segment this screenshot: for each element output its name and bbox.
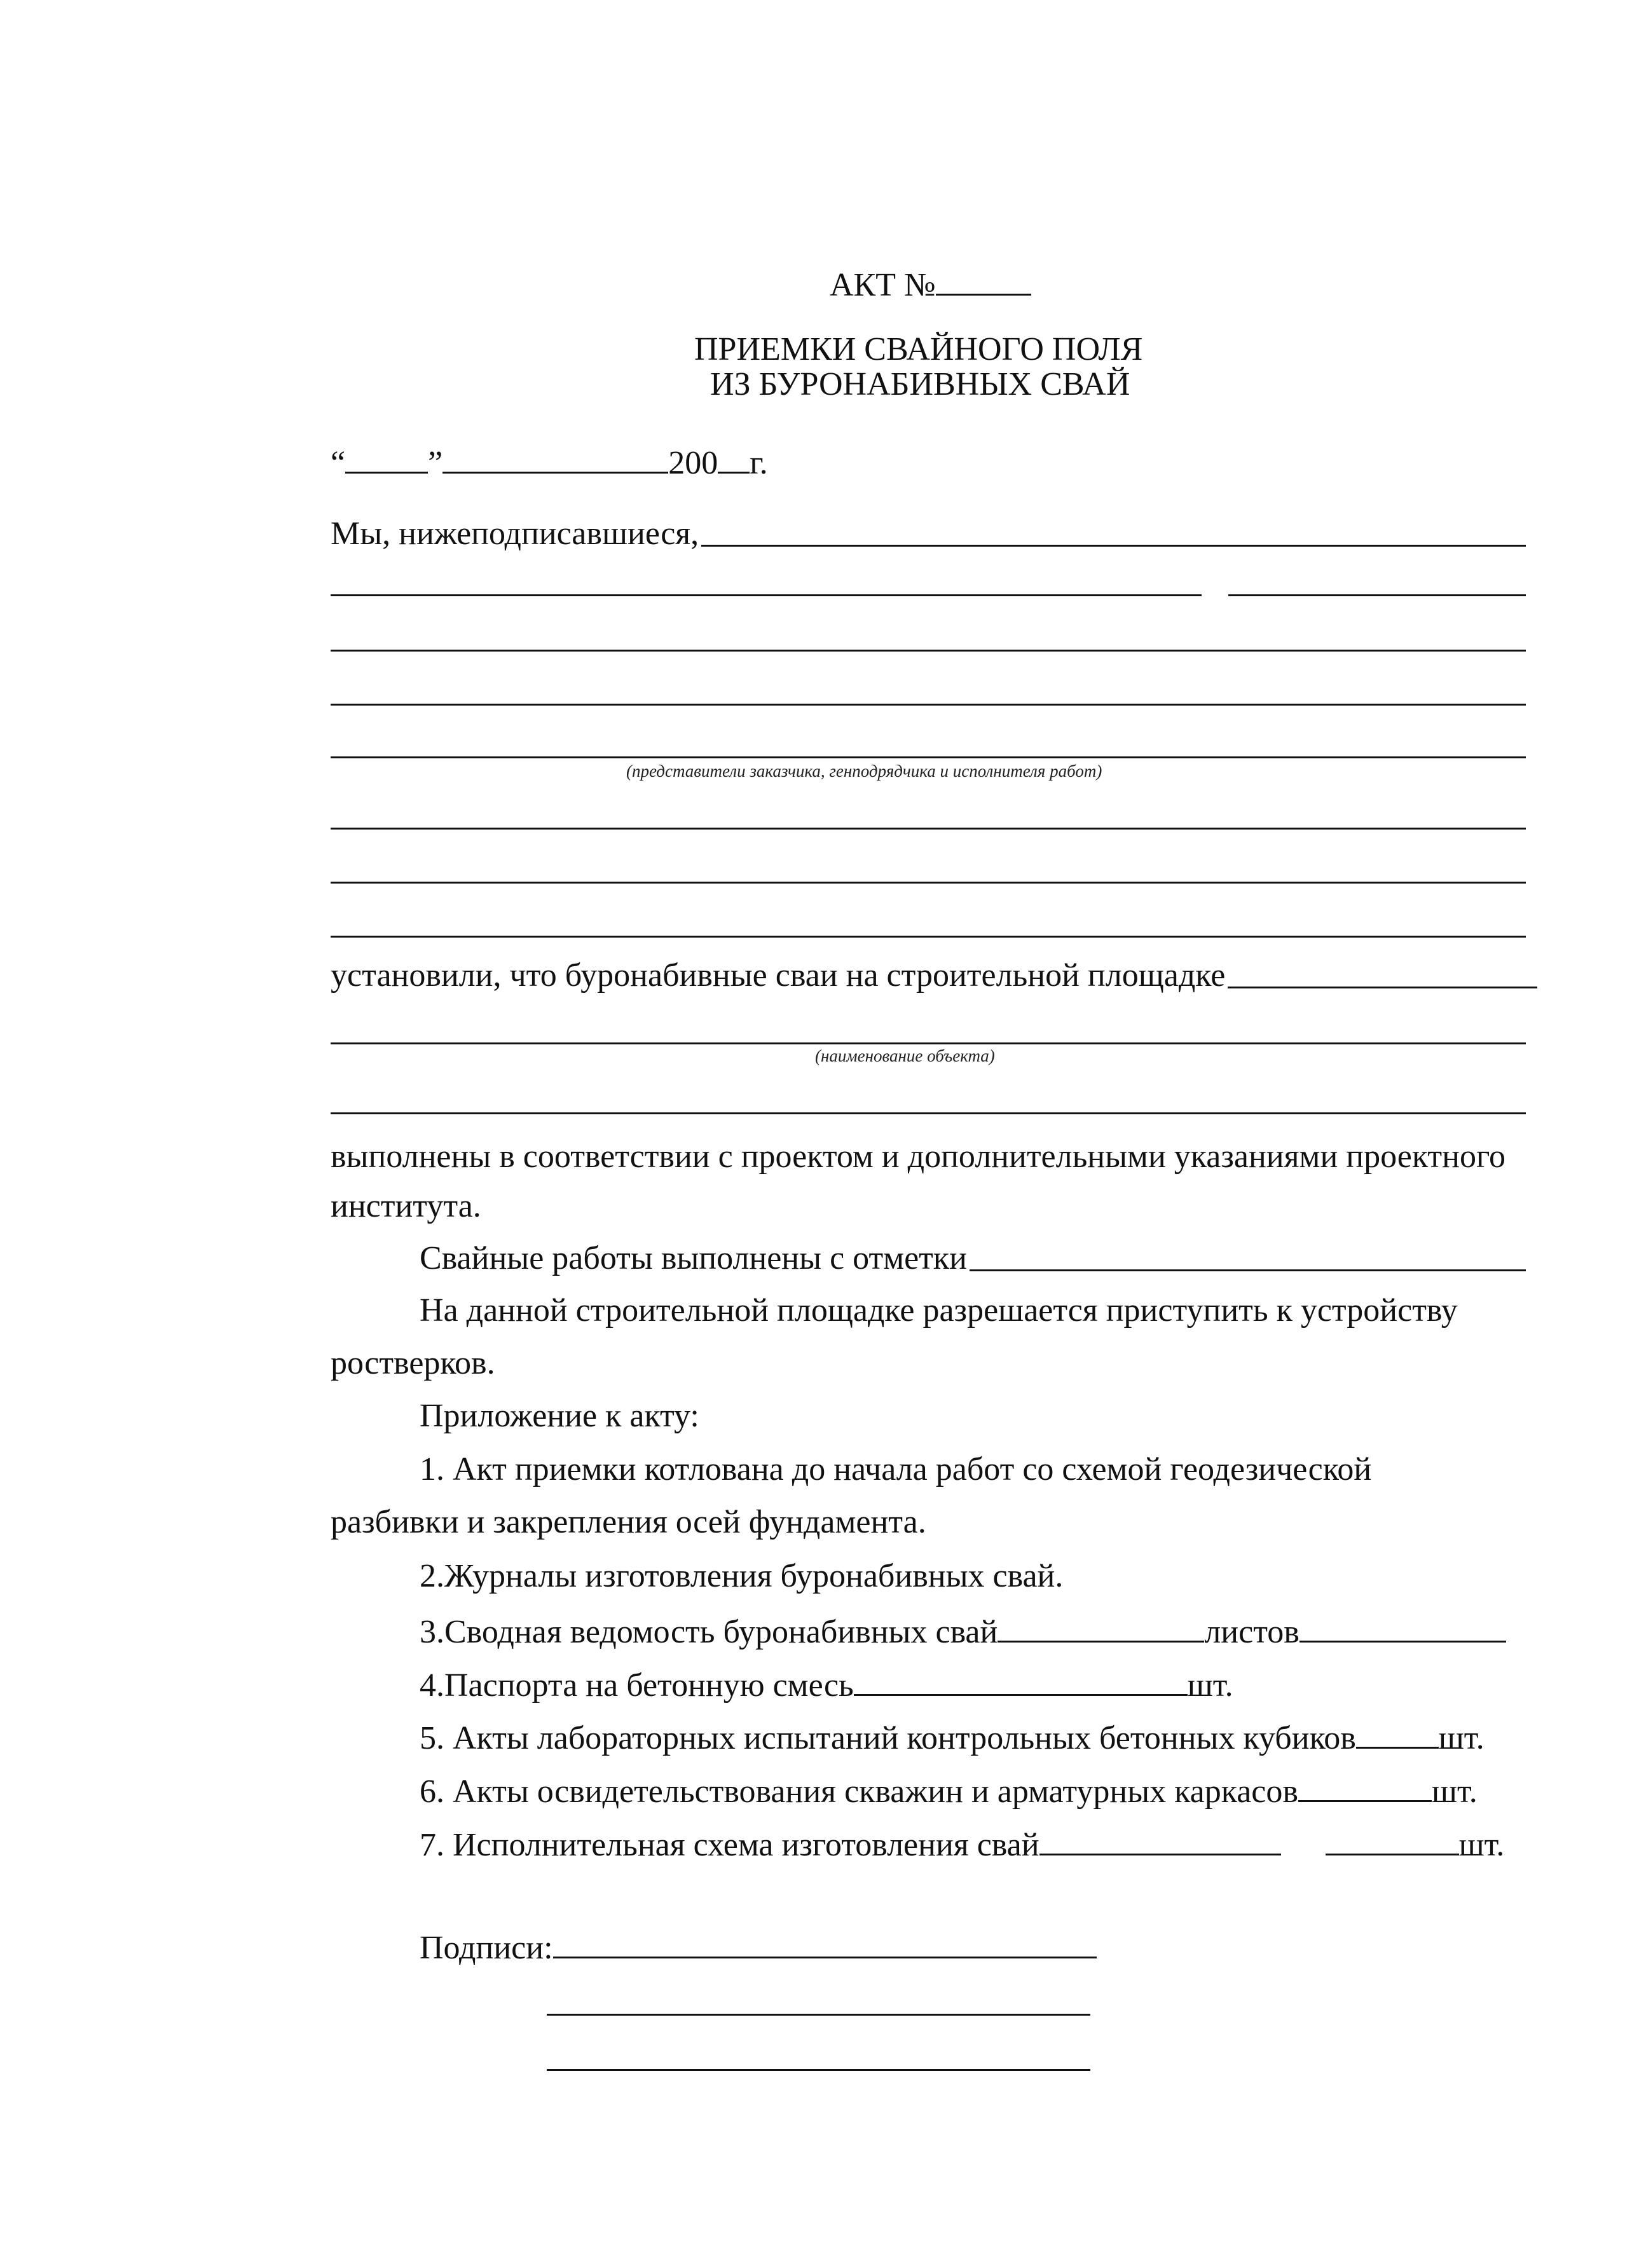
signed-line-3[interactable] <box>331 650 1526 652</box>
item-6-label: 6. Акты освидетельствования скважин и арматурных каркасов <box>420 1773 1298 1810</box>
signature-field-2[interactable] <box>547 2014 1090 2016</box>
appendix-item-5 <box>420 1716 1485 1758</box>
appendix-item-3 <box>420 1610 1506 1651</box>
item-7-unit: шт. <box>1458 1827 1505 1863</box>
item-6-count-field[interactable] <box>1298 1770 1432 1802</box>
title-line-2: ИЗ БУРОНАБИВНЫХ СВАЙ <box>710 366 1130 402</box>
appendix-item-1-line-1: 1. Акт приемки котлована до начала работ со схемой геодезической <box>420 1451 1372 1487</box>
representatives-caption: (представители заказчика, генподрядчика и исполнителя работ) <box>626 762 1102 781</box>
signed-line <box>331 515 1526 553</box>
date-open-quote: “ <box>331 445 346 481</box>
appendix-item-7 <box>420 1823 1504 1864</box>
date-year-prefix: 200 <box>668 445 718 481</box>
appendix-label: Приложение к акту: <box>420 1398 699 1434</box>
object-line-1[interactable] <box>331 1042 1526 1044</box>
item-7-count-field[interactable] <box>1326 1823 1459 1855</box>
item-3-sheets-field[interactable] <box>1299 1610 1506 1643</box>
signatures-label: Подписи: <box>420 1930 553 1966</box>
signed-line-8[interactable] <box>331 936 1526 938</box>
item-3-sheets-label: листов <box>1204 1614 1299 1650</box>
item-5-count-field[interactable] <box>1356 1716 1439 1749</box>
signature-field-1[interactable] <box>553 1926 1097 1958</box>
date-day-field[interactable] <box>345 441 428 474</box>
item-4-label: 4.Паспорта на бетонную смесь <box>420 1667 854 1704</box>
appendix-item-1-line-2: разбивки и закрепления осей фундамента. <box>331 1504 926 1540</box>
date-close-quote: ” <box>428 445 443 481</box>
date-line <box>331 441 768 482</box>
appendix-item-4 <box>420 1663 1233 1705</box>
item-4-unit: шт. <box>1187 1667 1233 1704</box>
signed-label: Мы, нижеподписавшиеся, <box>331 516 699 552</box>
signed-line-6[interactable] <box>331 828 1526 830</box>
signatures-line-1 <box>420 1926 1097 1967</box>
appendix-item-6 <box>420 1770 1478 1811</box>
signed-line-7[interactable] <box>331 882 1526 884</box>
item-6-unit: шт. <box>1431 1773 1478 1810</box>
established-label: установили, что буронабивные сваи на строительной площадке <box>331 957 1226 994</box>
act-number-label: АКТ № <box>830 267 936 303</box>
act-number <box>830 263 1031 304</box>
object-line-2[interactable] <box>331 1112 1526 1114</box>
permission-line-1: На данной строительной площадке разрешается приступить к устройству <box>420 1292 1458 1329</box>
signed-line-5[interactable] <box>331 756 1526 758</box>
signature-field-3[interactable] <box>547 2069 1090 2071</box>
object-caption: (наименование объекта) <box>815 1046 995 1065</box>
item-4-count-field[interactable] <box>854 1663 1188 1696</box>
signed-line-4[interactable] <box>331 704 1526 706</box>
item-3-label: 3.Сводная ведомость буронабивных свай <box>420 1614 998 1650</box>
established-line <box>331 957 1537 995</box>
item-7-scheme-field[interactable] <box>1039 1823 1281 1855</box>
appendix-item-2: 2.Журналы изготовления буронабивных свай. <box>420 1558 1064 1594</box>
conformity-line-2: института. <box>331 1188 481 1224</box>
item-5-label: 5. Акты лабораторных испытаний контрольных бетонных кубиков <box>420 1720 1356 1756</box>
item-5-unit: шт. <box>1438 1720 1485 1756</box>
signed-line-2a[interactable] <box>331 594 1202 596</box>
date-year-suffix: г. <box>750 445 768 481</box>
date-month-field[interactable] <box>442 441 668 474</box>
item-7-label: 7. Исполнительная схема изготовления свай <box>420 1827 1039 1863</box>
permission-line-2: ростверков. <box>331 1345 495 1381</box>
signed-field[interactable] <box>701 545 1526 547</box>
title-line-1: ПРИЕМКИ СВАЙНОГО ПОЛЯ <box>694 331 1143 367</box>
conformity-line-1: выполнены в соответствии с проектом и дополнительными указаниями проектного <box>331 1138 1505 1175</box>
piling-mark-field[interactable] <box>970 1269 1526 1271</box>
piling-works-label: Свайные работы выполнены с отметки <box>420 1240 967 1276</box>
date-year-field[interactable] <box>718 441 750 474</box>
site-field[interactable] <box>1228 987 1537 988</box>
item-3-count-field[interactable] <box>998 1610 1204 1643</box>
act-number-field[interactable] <box>936 263 1031 296</box>
signed-line-2b[interactable] <box>1228 594 1526 596</box>
piling-works-line <box>420 1240 1526 1278</box>
